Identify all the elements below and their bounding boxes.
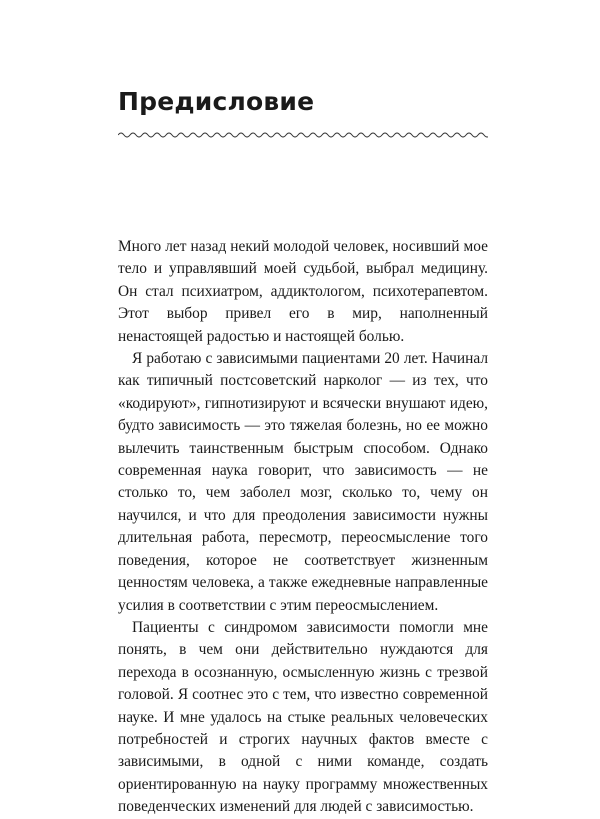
wavy-divider-line [118,133,488,137]
paragraph: Я работаю с зависимыми пациентами 20 лет. Начинал как типичный постсоветский нарколог — из тех, что «кодируют», гипнотизируют и всячески внушают идею, будто зависимость — это тяжелая болезнь, но ее можно вылечить таинственным быстрым способом. Однако современная наука говорит, что зависимость — не столько то, чем заболел мозг, сколько то, чему он научился, и что для преодоления зависимости нужны длительная работа, пересмотр, переосмысление того поведения, которое не соответствует жизненным ценностям человека, а также ежедневные направленные усилия в соответствии с этим переосмыслением. [118,350,488,614]
chapter-title: Предисловие [118,87,315,116]
paragraph: Пациенты с синдромом зависимости помогли мне понять, в чем они действительно нуждаются для перехода в осознанную, осмысленную жизнь с трезвой головой. Я соотнес это с тем, что известно современной науке. И мне удалось на стыке реальных человеческих потребностей и строгих научных фактов вместе с зависимыми, в одной с ними команде, создать ориентированную на науку программу множественных поведенческих изменений для людей с зависимостью. [118,618,488,816]
wavy-divider [118,130,488,140]
body-text [118,236,488,819]
paragraph: Много лет назад некий молодой человек, носивший мое тело и управлявший моей судьбой, выбрал медицину. Он стал психиатром, аддиктологом, психотерапевтом. Этот выбор привел его в мир, наполненный ненастоящей радостью и настоящей болью. [118,238,488,345]
